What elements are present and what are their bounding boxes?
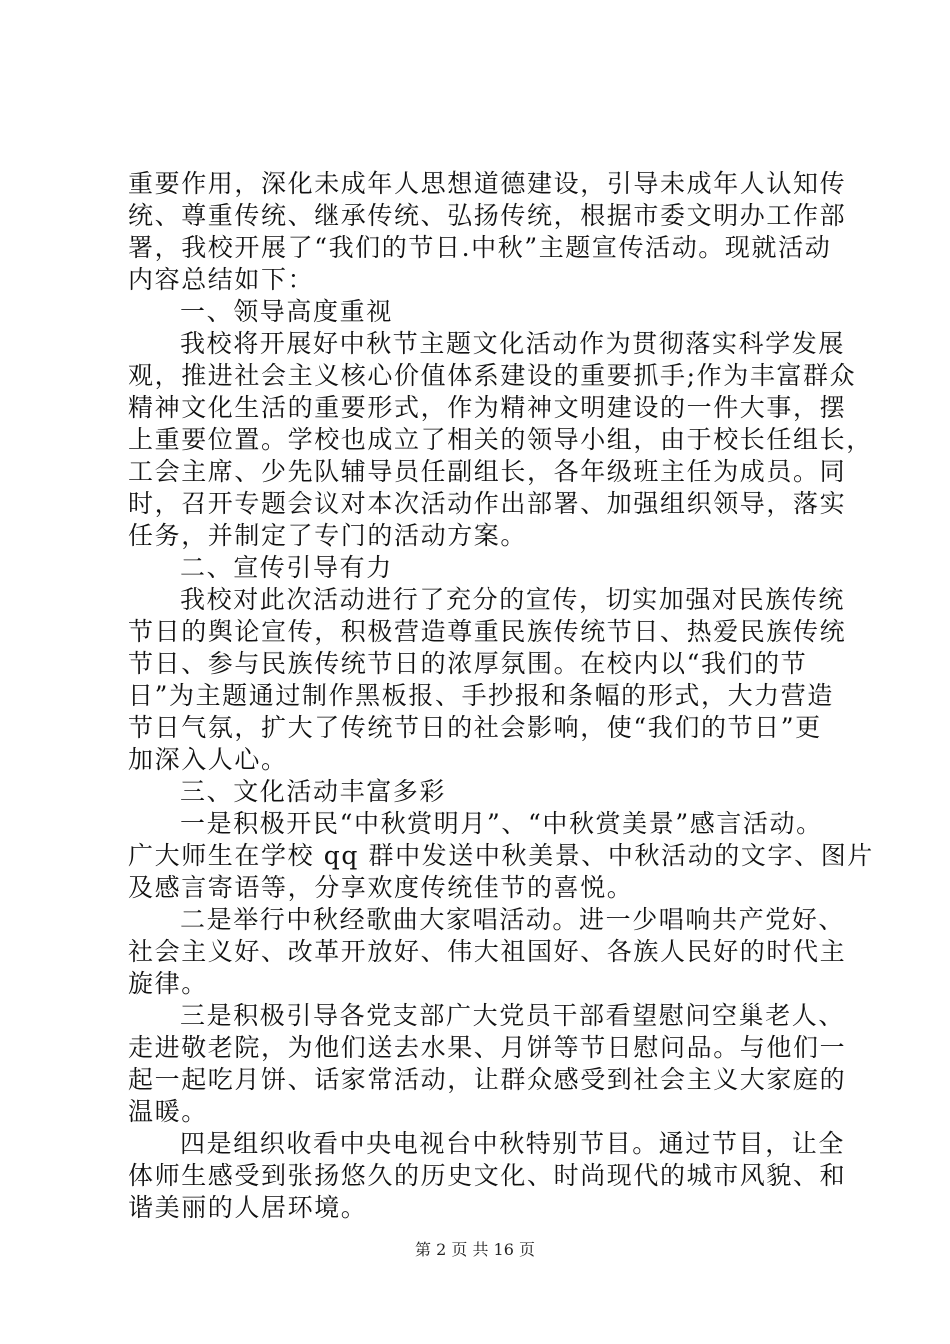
text-line: 温暖。	[128, 1097, 208, 1126]
text-line: 上重要位置。学校也成立了相关的领导小组，由于校长任组长，	[128, 425, 873, 454]
text-line: 四是组织收看中央电视台中秋特别节目。通过节目，让全	[180, 1129, 846, 1158]
text-line: 旋律。	[128, 969, 208, 998]
text-line: 时，召开专题会议对本次活动作出部署、加强组织领导，落实	[128, 489, 847, 518]
text-line: 节日、参与民族传统节日的浓厚氛围。在校内以“我们的节	[128, 649, 808, 678]
text-line: 日”为主题通过制作黑板报、手抄报和条幅的形式，大力营造	[128, 681, 834, 710]
text-line: 谐美丽的人居环境。	[128, 1193, 368, 1222]
text-line: 署，我校开展了“我们的节日.中秋”主题宣传活动。现就活动	[128, 233, 832, 262]
text-line: 加深入人心。	[128, 745, 288, 774]
text-line: 二是举行中秋经歌曲大家唱活动。进一少唱响共产党好、	[180, 905, 846, 934]
text-line: 三是积极引导各党支部广大党员干部看望慰问空巢老人、	[180, 1001, 846, 1030]
text-line: 起一起吃月饼、话家常活动，让群众感受到社会主义大家庭的	[128, 1065, 847, 1094]
text-line: 我校对此次活动进行了充分的宣传，切实加强对民族传统	[180, 585, 846, 614]
text-line: 一、领导高度重视	[180, 297, 393, 326]
text-line: 三、文化活动丰富多彩	[180, 777, 447, 806]
text-line: 体师生感受到张扬悠久的历史文化、时尚现代的城市风貌、和	[128, 1161, 847, 1190]
text-line: 观，推进社会主义核心价值体系建设的重要抓手;作为丰富群众	[128, 361, 857, 390]
text-line: 任务，并制定了专门的活动方案。	[128, 521, 528, 550]
text-line: 统、尊重传统、继承传统、弘扬传统，根据市委文明办工作部	[128, 201, 847, 230]
text-line: 走进敬老院，为他们送去水果、月饼等节日慰问品。与他们一	[128, 1033, 847, 1062]
text-line: 及感言寄语等，分享欢度传统佳节的喜悦。	[128, 873, 634, 902]
text-line: 我校将开展好中秋节主题文化活动作为贯彻落实科学发展	[180, 329, 846, 358]
text-line: 二、宣传引导有力	[180, 553, 393, 582]
text-line: 节日的舆论宣传，积极营造尊重民族传统节日、热爱民族传统	[128, 617, 847, 646]
text-line: 社会主义好、改革开放好、伟大祖国好、各族人民好的时代主	[128, 937, 847, 966]
text-line: 广大师生在学校 qq 群中发送中秋美景、中秋活动的文字、图片	[128, 841, 874, 870]
text-line: 精神文化生活的重要形式，作为精神文明建设的一件大事，摆	[128, 393, 847, 422]
text-line: 节日气氛，扩大了传统节日的社会影响，使“我们的节日”更	[128, 713, 822, 742]
document-body	[128, 168, 874, 1224]
text-line: 一是积极开民“中秋赏明月”、“中秋赏美景”感言活动。	[180, 809, 823, 838]
page-footer: 第 2 页 共 16 页	[415, 1240, 535, 1259]
text-line: 重要作用，深化未成年人思想道德建设，引导未成年人认知传	[128, 169, 847, 198]
text-line: 工会主席、少先队辅导员任副组长，各年级班主任为成员。同	[128, 457, 847, 486]
text-line: 内容总结如下：	[128, 265, 315, 294]
